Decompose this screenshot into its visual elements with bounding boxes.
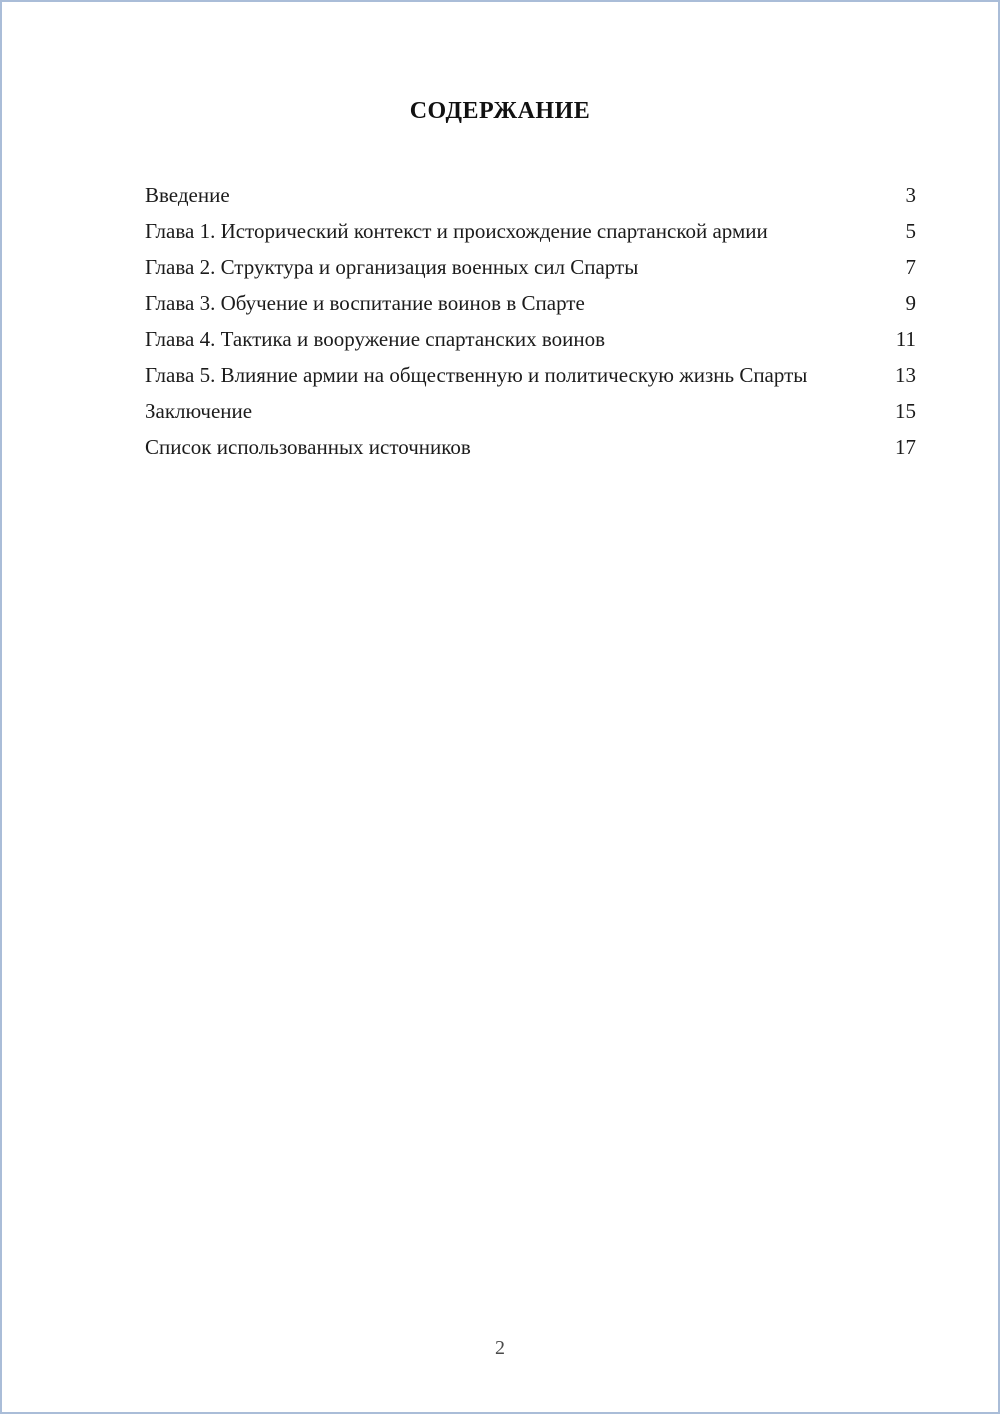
footer-page-number: 2 bbox=[495, 1337, 505, 1359]
toc-entry-page: 9 bbox=[905, 291, 916, 315]
toc-entry-label: Глава 1. Исторический контекст и происхождение спартанской армии bbox=[145, 219, 768, 243]
toc-entry-label: Заключение bbox=[145, 399, 253, 423]
toc-entry bbox=[145, 393, 916, 429]
toc-entry bbox=[145, 429, 916, 465]
toc-entry-page: 7 bbox=[905, 255, 916, 279]
toc-entry bbox=[145, 213, 916, 249]
toc-entry-page: 5 bbox=[905, 219, 916, 243]
toc-entry bbox=[145, 285, 916, 321]
toc-entry bbox=[145, 321, 916, 357]
table-of-contents bbox=[145, 177, 916, 465]
toc-entry-page: 11 bbox=[895, 327, 916, 351]
toc-entry-label: Глава 4. Тактика и вооружение спартанских воинов bbox=[145, 327, 606, 351]
toc-entry-page: 13 bbox=[895, 363, 916, 387]
toc-entry-label: Введение bbox=[145, 183, 230, 207]
toc-entry bbox=[145, 177, 916, 213]
toc-entry-label: Глава 2. Структура и организация военных сил Спарты bbox=[145, 255, 639, 279]
toc-entry bbox=[145, 357, 916, 393]
toc-entry-label: Глава 5. Влияние армии на общественную и политическую жизнь Спарты bbox=[145, 363, 808, 387]
toc-entry-page: 17 bbox=[895, 435, 916, 459]
toc-entry bbox=[145, 249, 916, 285]
toc-entry-page: 15 bbox=[895, 399, 916, 423]
toc-entry-page: 3 bbox=[905, 183, 916, 207]
page-title: СОДЕРЖАНИЕ bbox=[409, 98, 591, 124]
toc-entry-label: Глава 3. Обучение и воспитание воинов в Спарте bbox=[145, 291, 585, 315]
toc-entry-label: Список использованных источников bbox=[145, 435, 471, 459]
